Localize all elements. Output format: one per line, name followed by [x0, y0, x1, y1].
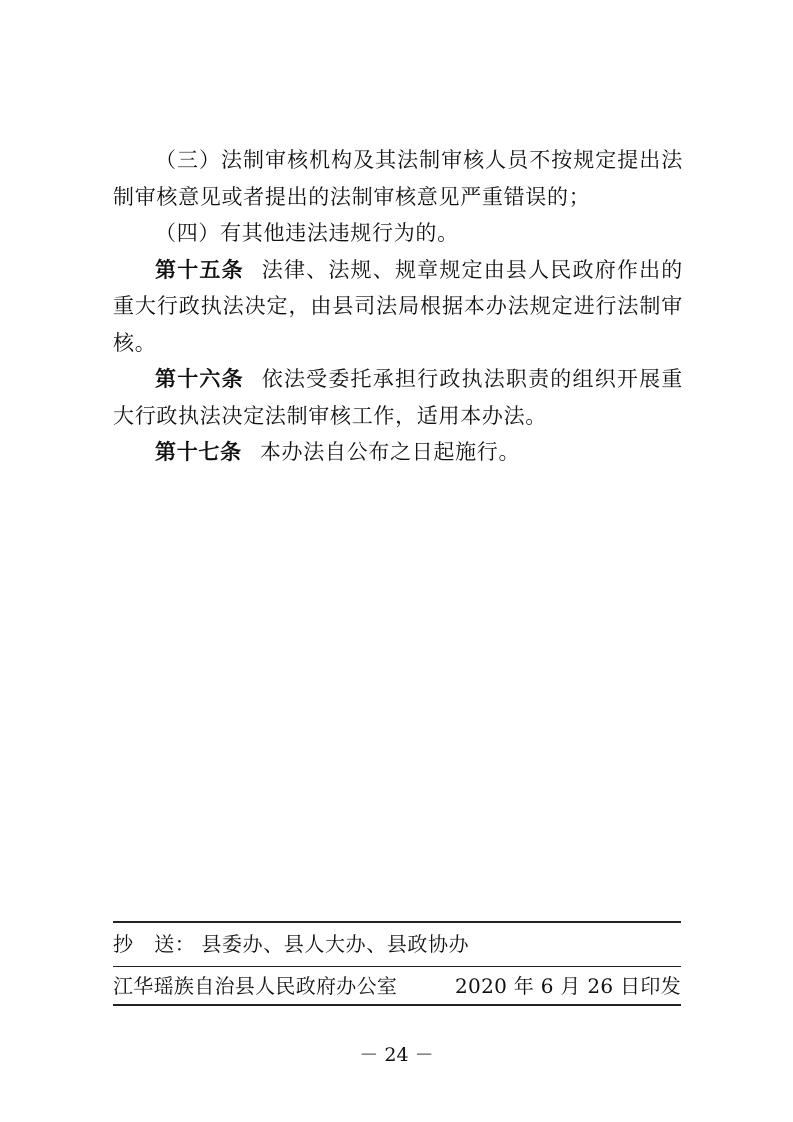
paragraph-text: （四）有其他违法违规行为的。: [155, 221, 459, 245]
footer-middle-rule: [113, 966, 681, 967]
paragraph-text: （三）法制审核机构及其法制审核人员不按规定提出法制审核意见或者提出的法制审核意见严重错误的；: [113, 148, 683, 209]
footer-bottom-rule: [113, 1004, 681, 1006]
footer-top-rule: [113, 921, 681, 923]
article-text: 法律、法规、规章规定由县人民政府作出的重大行政执法决定，由县司法局根据本办法规定进行法制审核。: [113, 257, 683, 355]
article-text: 本办法自公布之日起施行。: [259, 440, 521, 464]
article-15: [113, 252, 683, 362]
issue-date: 2020 年 6 月 26 日印发: [455, 974, 681, 998]
paragraph-item-4: [113, 215, 683, 252]
issuer-name: 江华瑶族自治县人民政府办公室: [113, 974, 398, 998]
article-text: 依法受委托承担行政执法职责的组织开展重大行政执法决定法制审核工作，适用本办法。: [113, 367, 683, 428]
issuer-line: [113, 969, 681, 1003]
page-number: － 24 －: [359, 1044, 434, 1066]
cc-recipients: 县委办、县人大办、县政协办: [201, 932, 470, 956]
cc-label: 抄 送：: [113, 932, 196, 956]
cc-line: [113, 927, 681, 961]
paragraph-item-3: [113, 142, 683, 215]
document-body: [113, 142, 683, 471]
article-17: [113, 434, 683, 471]
article-number: 第十六条: [155, 367, 244, 391]
article-number: 第十七条: [155, 440, 242, 464]
article-16: [113, 361, 683, 434]
article-number: 第十五条: [155, 257, 244, 282]
